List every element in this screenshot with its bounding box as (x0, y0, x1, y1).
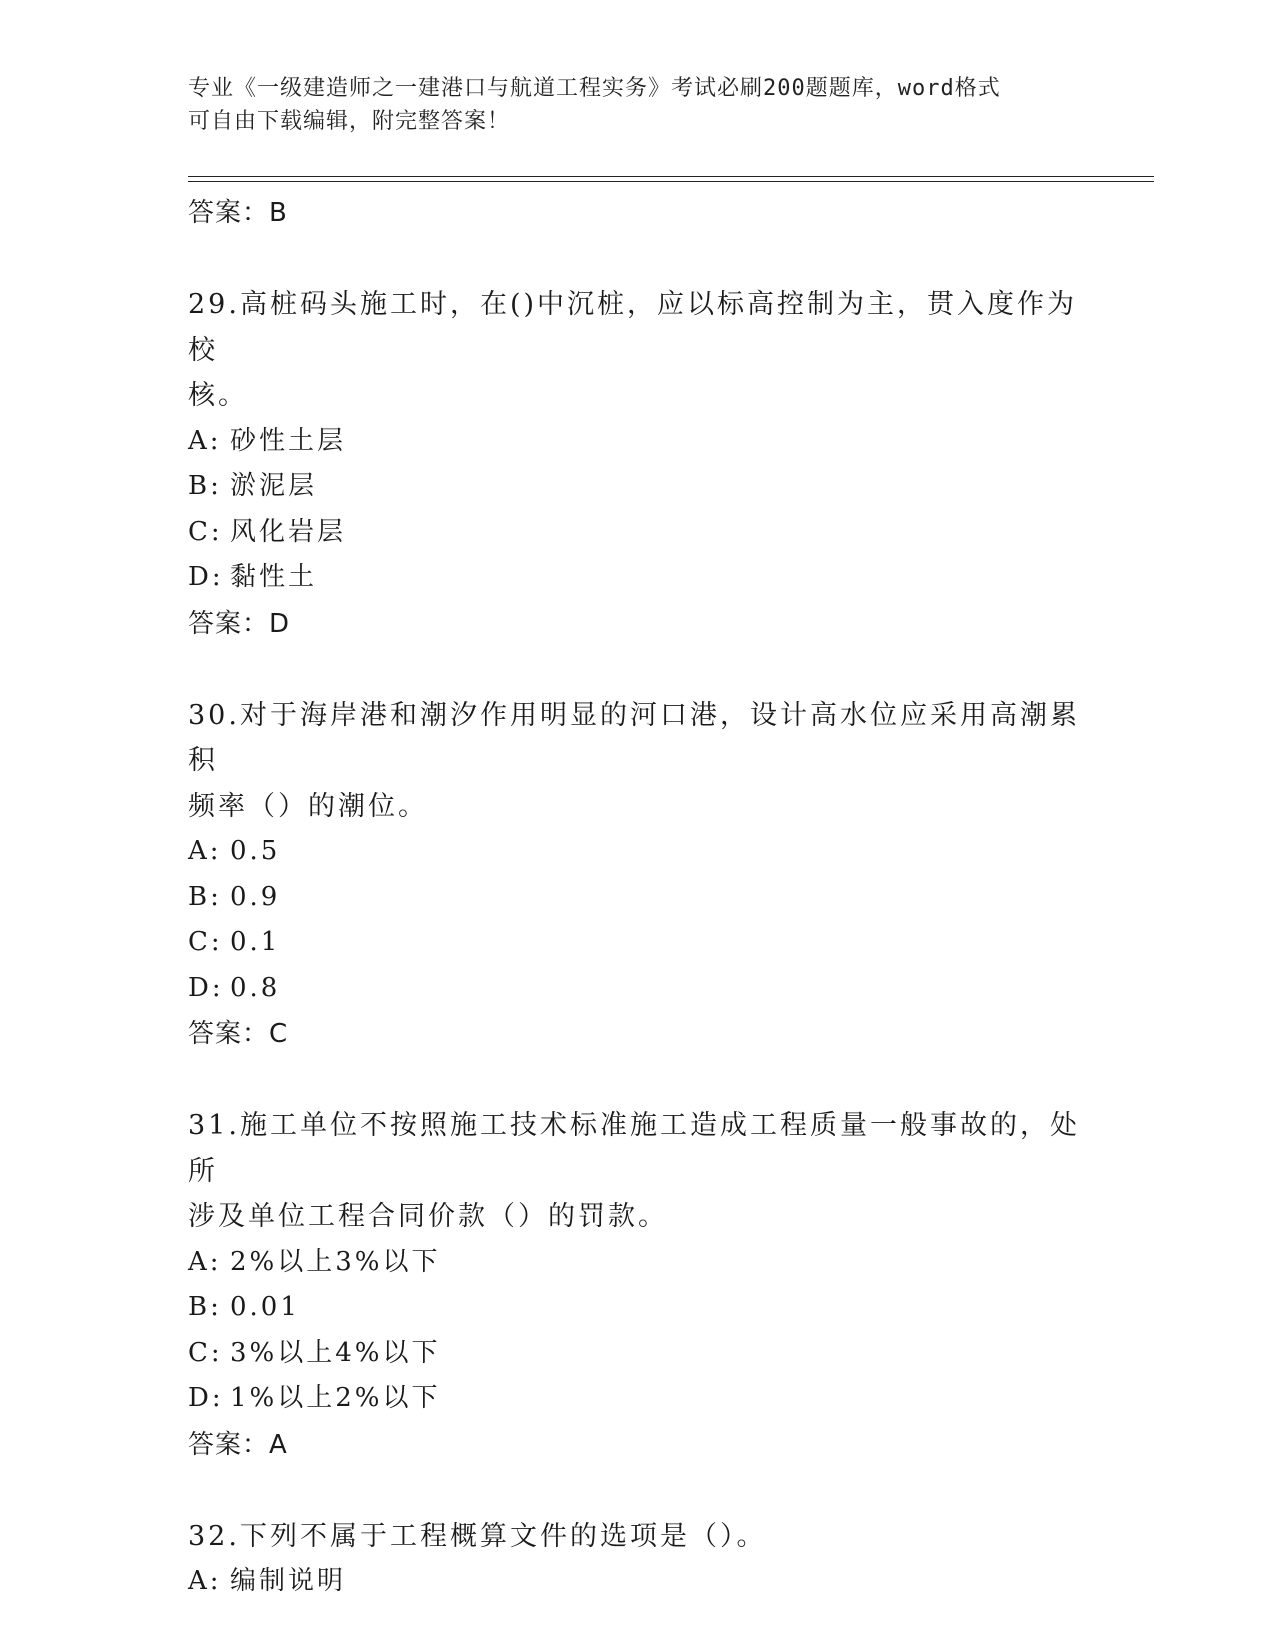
answer: 答案：C (188, 1019, 289, 1049)
option-c (188, 510, 1088, 556)
option-c (188, 1331, 1088, 1377)
question-text (188, 282, 1088, 419)
question-30 (188, 693, 1088, 1058)
document-header (188, 72, 1088, 138)
answer: 答案：D (188, 608, 291, 639)
question-text-line-1: 32.下列不属于工程概算文件的选项是（）。 (188, 1520, 767, 1552)
option-a (188, 419, 1088, 465)
question-text-line-2: 频率（）的潮位。 (188, 790, 428, 822)
question-text (188, 693, 1088, 830)
option-label: D: (188, 972, 224, 1003)
option-a (188, 1559, 1088, 1605)
question-29 (188, 282, 1088, 647)
option-label: A: (188, 1566, 222, 1596)
previous-answer: 答案：B (188, 198, 288, 228)
option-text: 砂性土层 (230, 425, 347, 456)
option-label: A: (188, 1246, 222, 1277)
option-label: C: (188, 516, 223, 547)
option-text: 0.01 (230, 1292, 300, 1322)
option-b (188, 464, 1088, 510)
option-a (188, 1240, 1088, 1286)
option-text: 编制说明 (230, 1566, 347, 1596)
question-text-line-2: 核。 (188, 380, 248, 411)
option-label: D: (188, 562, 224, 592)
option-label: A: (188, 425, 222, 456)
option-text: 1%以上2%以下 (230, 1383, 441, 1413)
question-list (188, 190, 1088, 1605)
question-32 (188, 1514, 1088, 1605)
option-text: 淤泥层 (230, 471, 318, 501)
answer: 答案：A (188, 1429, 288, 1460)
option-text: 3%以上4%以下 (230, 1337, 441, 1368)
option-label: A: (188, 836, 222, 866)
option-b (188, 875, 1088, 921)
option-c (188, 920, 1088, 966)
option-label: C: (188, 1337, 223, 1368)
option-text: 黏性土 (230, 562, 318, 592)
header-divider-bottom (188, 181, 1154, 182)
question-text-line-1: 30.对于海岸港和潮汐作用明显的河口港，设计高水位应采用高潮累积 (188, 699, 1080, 776)
header-line-2: 可自由下载编辑，附完整答案！ (188, 109, 511, 134)
question-text-line-2: 涉及单位工程合同价款（）的罚款。 (188, 1201, 668, 1232)
header-line-1: 专业《一级建造师之一建港口与航道工程实务》考试必刷200题题库，word格式 (188, 76, 1001, 101)
option-a (188, 829, 1088, 875)
option-label: B: (188, 471, 222, 501)
option-text: 风化岩层 (230, 516, 347, 547)
option-b (188, 1285, 1088, 1331)
option-text: 2%以上3%以下 (230, 1246, 441, 1277)
question-text (188, 1103, 1088, 1240)
question-text (188, 1514, 1088, 1560)
option-text: 0.5 (230, 836, 281, 866)
option-label: C: (188, 927, 223, 957)
option-d (188, 555, 1088, 601)
option-d (188, 966, 1088, 1012)
question-text-line-1: 31.施工单位不按照施工技术标准施工造成工程质量一般事故的，处所 (188, 1110, 1080, 1187)
question-31 (188, 1103, 1088, 1468)
option-label: D: (188, 1383, 224, 1413)
option-text: 0.1 (230, 927, 281, 957)
header-divider-top (188, 176, 1154, 177)
option-text: 0.9 (230, 881, 281, 912)
option-d (188, 1376, 1088, 1422)
option-text: 0.8 (230, 972, 281, 1003)
option-label: B: (188, 881, 222, 912)
option-label: B: (188, 1292, 222, 1322)
question-text-line-1: 29.高桩码头施工时，在()中沉桩，应以标高控制为主，贯入度作为校 (188, 289, 1078, 366)
